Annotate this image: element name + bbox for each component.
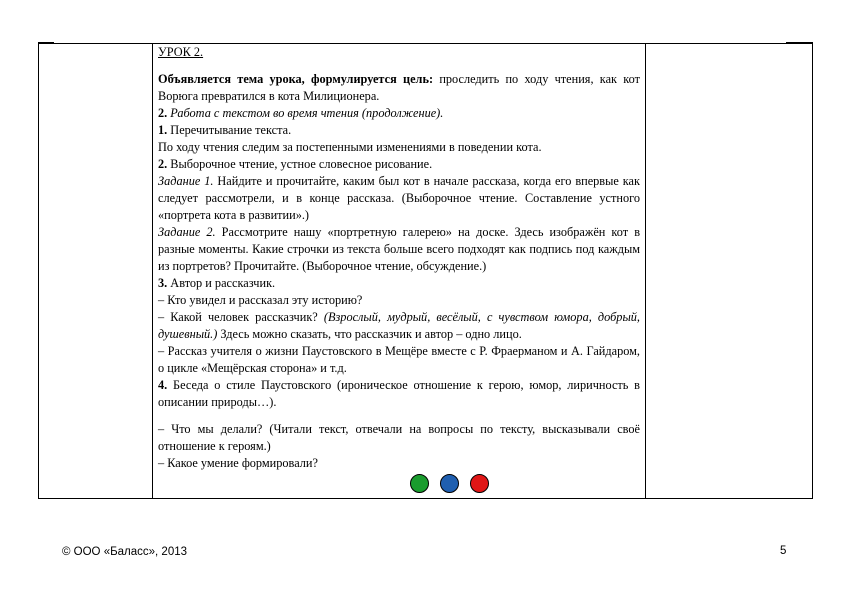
step-1-desc: По ходу чтения следим за постепенными изменениями в поведении кота. [158,140,542,154]
task-2 [158,224,640,275]
green-circle [410,474,429,493]
q2-start: – Какой человек рассказчик? [158,310,324,324]
task-text: Рассмотрите нашу «портретную галерею» на доске. Здесь изображён кот в разные моменты. Какие строчки из текста больше всего подходят как подпись под каждым из портретов? Прочитайте. (Выборочное чтение, обсуждение.) [158,225,640,273]
table-bottom-border [38,498,813,499]
table-col-divider [152,43,153,499]
question-4: – Что мы делали? (Читали текст, отвечали на вопросы по тексту, высказывали своё отношение к героям.) [158,422,640,453]
step-3 [158,275,640,292]
red-circle [470,474,489,493]
section-number: 2. [158,106,168,120]
task-label: Задание 2. [158,225,216,239]
question-2 [158,309,640,343]
question-1: – Кто увидел и рассказал эту историю? [158,293,363,307]
page-number: 5 [780,545,787,557]
table-top-border [786,42,813,44]
task-1 [158,173,640,224]
table-right-border [812,42,813,499]
lesson-title: УРОК 2. [158,45,204,59]
step-title: Автор и рассказчик. [167,276,276,290]
table-col-divider [645,43,646,499]
step-1 [158,122,640,139]
task-label: Задание 1. [158,174,214,188]
footer-copyright: © ООО «Баласс», 2013 [62,546,188,558]
step-number: 3. [158,276,168,290]
q2-italic: (Взрослый, мудрый, весёлый, с чувством юмора, добрый, душевный.) [158,310,640,341]
section-2 [158,105,640,122]
step-title: Выборочное чтение, устное словесное рисование. [167,157,433,171]
step-title: Беседа о стиле Паустовского (ироническое отношение к герою, юмор, лиричность в описании природы…). [158,378,640,409]
table-top-border [38,42,54,44]
step-title: Перечитывание текста. [167,123,292,137]
step-number: 1. [158,123,168,137]
lesson-content [158,44,640,472]
topic-rest: проследить по ходу чтения, как кот Ворюга превратился в кота Милиционера. [158,72,640,103]
lesson-topic [158,71,640,105]
step-4 [158,377,640,411]
table-left-border [38,42,39,499]
step-number: 2. [158,157,168,171]
topic-bold: Объявляется тема урока, формулируется цель: [158,72,434,86]
question-5: – Какое умение формировали? [158,456,318,470]
q2-end: Здесь можно сказать, что рассказчик и автор – одно лицо. [217,327,522,341]
step-2 [158,156,640,173]
section-title: Работа с текстом во время чтения (продолжение). [167,106,444,120]
blue-circle [440,474,459,493]
task-text: Найдите и прочитайте, каким был кот в начале рассказа, когда его впервые как следует рассмотрели, и в конце рассказа. (Выборочное чтение. Составление устного «портрета кота в развитии».) [158,174,640,222]
question-3: – Рассказ учителя о жизни Паустовского в Мещёре вместе с Р. Фраерманом и А. Гайдаром, о цикле «Мещёрская сторона» и т.д. [158,344,640,375]
step-number: 4. [158,378,168,392]
